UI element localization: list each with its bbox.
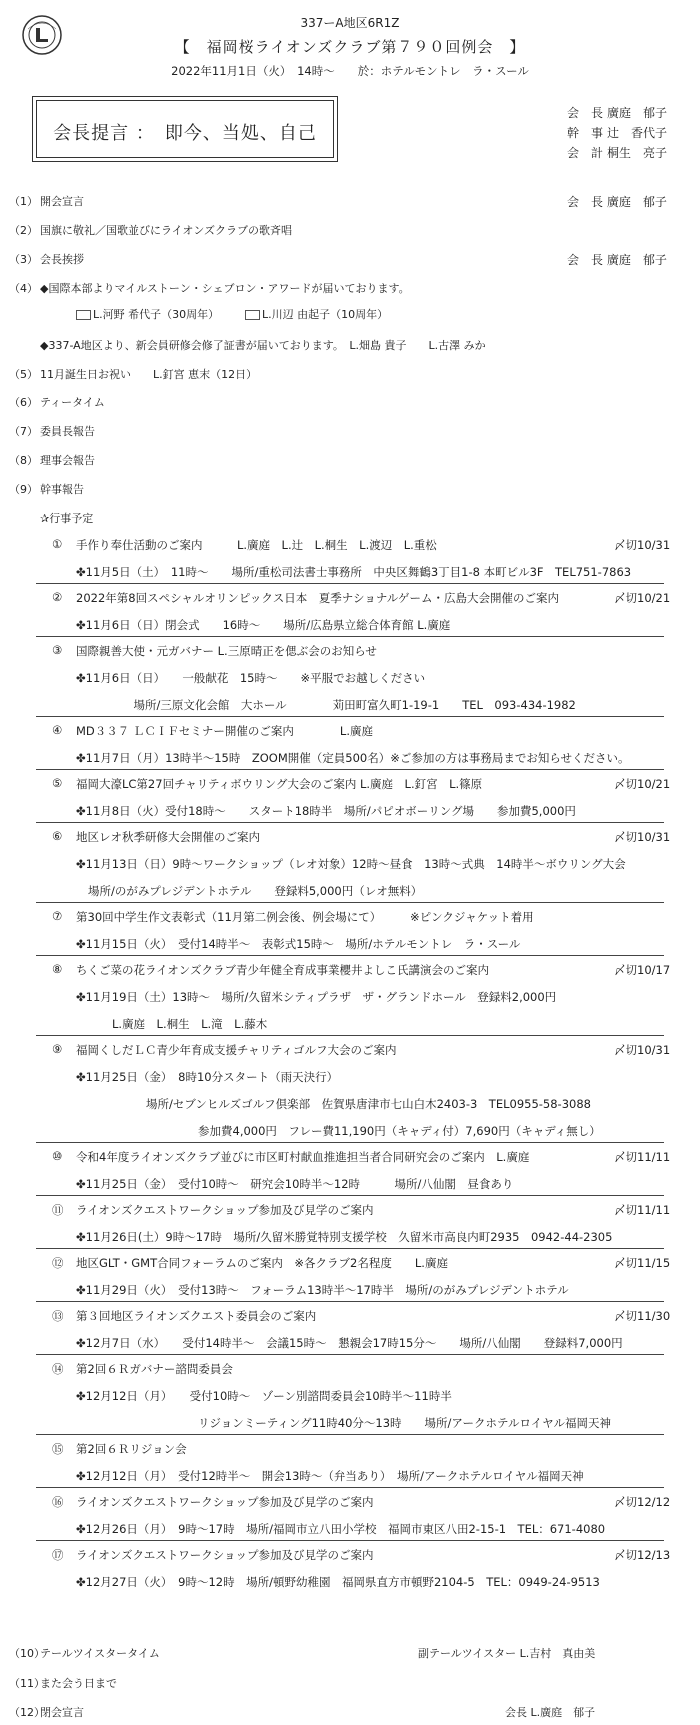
- officer-secretary-name: 辻 香代子: [607, 126, 668, 140]
- event-15-line-1: ✤12月12日（月） 受付12時半～ 開会13時～（弁当あり） 場所/アークホテルロイヤル福岡天神: [76, 1469, 584, 1483]
- event-2-title: 2022年第8回スペシャルオリンピックス日本 夏季ナショナルゲーム・広島大会開催のご案内: [76, 591, 560, 605]
- event-11-line-1: ✤11月26日(土）9時～17時 場所/久留米勝覚特別支援学校 久留米市高良内町2935 0942-44-2305: [76, 1230, 613, 1244]
- event-8-title: ちくご菜の花ライオンズクラブ青少年健全育成事業櫻井よしこ氏講演会のご案内: [76, 963, 489, 977]
- event-2-number: ②: [52, 590, 63, 604]
- divider: [36, 902, 664, 903]
- event-4-line-1: ✤11月7日（月）13時半～15時 ZOOM開催（定員500名）※ご参加の方は事務局までお知らせください。: [76, 751, 630, 765]
- schedule-heading: ✰行事予定: [40, 512, 94, 525]
- event-9-line-2: 場所/セブンヒルズゴルフ倶楽部 佐賀県唐津市七山白木2403-3 TEL0955-58-3088: [146, 1097, 591, 1111]
- officer-treasurer-name: 桐生 亮子: [607, 146, 668, 160]
- event-5-deadline: 〆切10/21: [614, 777, 671, 791]
- item-10-label: テールツイスタータイム: [40, 1647, 160, 1660]
- item-7-num: （7）: [9, 425, 38, 438]
- event-2-line-1: ✤11月6日（日）閉会式 16時～ 場所/広島県立総合体育館 L.廣庭: [76, 618, 451, 632]
- event-10-title: 令和4年度ライオンズクラブ並びに市区町村献血推進担当者合同研究会のご案内 L.廣庭: [76, 1150, 530, 1164]
- divider: [36, 1301, 664, 1302]
- event-3-line-2: 場所/三原文化会館 大ホール 苅田町富久町1-19-1 TEL 093-434-1982: [76, 698, 576, 712]
- item-11-label: また会う日まで: [40, 1677, 117, 1690]
- page-title: 【 福岡桜ライオンズクラブ第７９０回例会 】: [174, 38, 526, 56]
- meeting-date-venue: 2022年11月1日（火） 14時～ 於：ホテルモントレ ラ・スール: [171, 64, 529, 78]
- event-7-title: 第30回中学生作文表彰式（11月第二例会後、例会場にて） ※ピンクジャケット着用: [76, 910, 534, 924]
- officer-president-name: 廣庭 郁子: [607, 106, 668, 120]
- event-9-number: ⑨: [52, 1042, 63, 1056]
- item-12-num: （12）: [9, 1706, 45, 1719]
- item-3-label: 会長挨拶: [40, 253, 84, 266]
- certificate-icon: [245, 310, 260, 320]
- divider: [36, 716, 664, 717]
- item-8-label: 理事会報告: [40, 454, 95, 467]
- event-3-title: 国際親善大使・元ガバナー L.三原晴正を偲ぶ会のお知らせ: [76, 644, 377, 658]
- event-15-number: ⑮: [52, 1442, 64, 1456]
- item-4-line-2: ◆337-A地区より、新会員研修会修了証書が届いております。 L.畑島 貴子 L.古澤 みか: [40, 339, 486, 352]
- event-6-deadline: 〆切10/31: [614, 830, 671, 844]
- event-9-line-1: ✤11月25日（金） 8時10分スタート（雨天決行）: [76, 1070, 339, 1084]
- divider: [36, 583, 664, 584]
- event-16-line-1: ✤12月26日（月） 9時～17時 場所/福岡市立八田小学校 福岡市東区八田2-15-1 TEL：671-4080: [76, 1522, 606, 1536]
- item-10-right: 副テールツイスター L.吉村 真由美: [418, 1647, 596, 1660]
- event-6-line-1: ✤11月13日（日）9時～ワークショップ（レオ対象）12時～昼食 13時～式典 14時半～ボウリング大会: [76, 857, 626, 871]
- divider: [36, 1248, 664, 1249]
- event-4-title: MD３３７ ＬＣＩＦセミナー開催のご案内 L.廣庭: [76, 724, 373, 738]
- event-17-number: ⑰: [52, 1548, 64, 1562]
- event-1-line-1: ✤11月5日（土） 11時～ 場所/重松司法書士事務所 中央区舞鶴3丁目1-8 本町ビル3F TEL751-7863: [76, 565, 632, 579]
- officer-treasurer-role: 会 計: [567, 146, 604, 160]
- certificate-icon: [76, 310, 91, 320]
- event-14-number: ⑭: [52, 1362, 64, 1376]
- event-8-line-2: L.廣庭 L.桐生 L.滝 L.藤木: [112, 1017, 268, 1031]
- item-2-num: （2）: [9, 224, 38, 237]
- event-9-title: 福岡くしだＬＣ青少年育成支援チャリティゴルフ大会のご案内: [76, 1043, 397, 1057]
- item-1-num: （1）: [9, 195, 38, 208]
- event-11-number: ⑪: [52, 1203, 64, 1217]
- item-9-label: 幹事報告: [40, 483, 84, 496]
- officer-secretary-role: 幹 事: [567, 126, 604, 140]
- event-12-deadline: 〆切11/15: [614, 1256, 671, 1270]
- item-3-num: （3）: [9, 253, 38, 266]
- event-5-title: 福岡大濠LC第27回チャリティボウリング大会のご案内 L.廣庭 L.釘宮 L.篠原: [76, 777, 483, 791]
- event-6-line-2: 場所/のがみプレジデントホテル 登録料5,000円（レオ無料）: [88, 884, 423, 898]
- event-8-line-1: ✤11月19日（土）13時～ 場所/久留米シティプラザ ザ・グランドホール 登録料2,000円: [76, 990, 557, 1004]
- event-12-line-1: ✤11月29日（火） 受付13時～ フォーラム13時半～17時半 場所/のがみプレジデントホテル: [76, 1283, 569, 1297]
- event-11-deadline: 〆切11/11: [614, 1203, 671, 1217]
- district-label: 337ーA地区6R1Z: [300, 16, 400, 30]
- event-10-deadline: 〆切11/11: [614, 1150, 671, 1164]
- item-4-label: ◆国際本部よりマイルストーン・シェブロン・アワードが届いております。: [40, 282, 410, 295]
- event-6-title: 地区レオ秋季研修大会開催のご案内: [76, 830, 260, 844]
- event-16-title: ライオンズクエストワークショップ参加及び見学のご案内: [76, 1495, 374, 1509]
- event-1-deadline: 〆切10/31: [614, 538, 671, 552]
- item-12-right: 会長 L.廣庭 郁子: [505, 1706, 596, 1719]
- item-4-award-2: L.川辺 由起子（10周年）: [245, 306, 388, 322]
- event-9-deadline: 〆切10/31: [614, 1043, 671, 1057]
- item-11-num: （11）: [9, 1677, 45, 1690]
- event-13-deadline: 〆切11/30: [614, 1309, 671, 1323]
- item-9-num: （9）: [9, 483, 38, 496]
- event-3-number: ③: [52, 643, 63, 657]
- event-14-line-1: ✤12月12日（月） 受付10時～ ゾーン別諮問委員会10時半～11時半: [76, 1389, 452, 1403]
- event-1-number: ①: [52, 537, 63, 551]
- item-2-label: 国旗に敬礼／国歌並びにライオンズクラブの歌斉唱: [40, 224, 293, 237]
- item-1-label: 開会宣言: [40, 195, 84, 208]
- event-13-line-1: ✤12月7日（水） 受付14時半～ 会議15時～ 懇親会17時15分～ 場所/八仙閣 登録料7,000円: [76, 1336, 623, 1350]
- item-4-num: （4）: [9, 282, 38, 295]
- event-14-line-2: リジョンミーティング11時40分～13時 場所/アークホテルロイヤル福岡天神: [198, 1416, 612, 1430]
- event-8-deadline: 〆切10/17: [614, 963, 671, 977]
- item-4-award-1: L.河野 希代子（30周年）: [76, 306, 219, 322]
- event-1-title: 手作り奉仕活動のご案内 L.廣庭 L.辻 L.桐生 L.渡辺 L.重松: [76, 538, 437, 552]
- event-12-number: ⑫: [52, 1256, 64, 1270]
- divider: [36, 822, 664, 823]
- event-14-title: 第2回６Ｒガバナー諮問委員会: [76, 1362, 233, 1376]
- divider: [36, 1434, 664, 1435]
- event-13-title: 第３回地区ライオンズクエスト委員会のご案内: [76, 1309, 317, 1323]
- divider: [36, 1540, 664, 1541]
- event-10-number: ⑩: [52, 1149, 63, 1163]
- divider: [36, 1354, 664, 1355]
- divider: [36, 955, 664, 956]
- divider: [36, 1487, 664, 1488]
- officer-president-role: 会 長: [567, 106, 604, 120]
- event-17-line-1: ✤12月27日（火） 9時～12時 場所/頓野幼稚園 福岡県直方市頓野2104-5 TEL：0949-24-9513: [76, 1575, 600, 1589]
- event-11-title: ライオンズクエストワークショップ参加及び見学のご案内: [76, 1203, 374, 1217]
- event-16-number: ⑯: [52, 1495, 64, 1509]
- item-12-label: 閉会宣言: [40, 1706, 84, 1719]
- event-4-number: ④: [52, 723, 63, 737]
- event-7-line-1: ✤11月15日（火） 受付14時半～ 表彰式15時～ 場所/ホテルモントレ ラ・スール: [76, 937, 521, 951]
- item-8-num: （8）: [9, 454, 38, 467]
- item-5-label: 11月誕生日お祝い L.釘宮 恵末（12日）: [40, 368, 258, 381]
- event-2-deadline: 〆切10/21: [614, 591, 671, 605]
- president-motto-box: [36, 100, 334, 158]
- event-10-line-1: ✤11月25日（金） 受付10時～ 研究会10時半～12時 場所/八仙閣 昼食あり: [76, 1177, 514, 1191]
- item-3-right: 会 長 廣庭 郁子: [567, 253, 667, 267]
- event-6-number: ⑥: [52, 829, 63, 843]
- event-15-title: 第2回６Ｒリジョン会: [76, 1442, 187, 1456]
- divider: [36, 1195, 664, 1196]
- divider: [36, 1035, 664, 1036]
- president-motto: 会長提言 ： 即今、当処、自己: [53, 123, 317, 144]
- item-5-num: （5）: [9, 368, 38, 381]
- item-10-num: （10）: [9, 1647, 45, 1660]
- divider: [36, 1142, 664, 1143]
- event-17-title: ライオンズクエストワークショップ参加及び見学のご案内: [76, 1548, 374, 1562]
- event-17-deadline: 〆切12/13: [614, 1548, 671, 1562]
- event-16-deadline: 〆切12/12: [614, 1495, 671, 1509]
- event-12-title: 地区GLT・GMT合同フォーラムのご案内 ※各クラブ2名程度 L.廣庭: [76, 1256, 448, 1270]
- event-5-line-1: ✤11月8日（火）受付18時～ スタート18時半 場所/パピオボーリング場 参加費5,000円: [76, 804, 576, 818]
- item-6-label: ティータイム: [40, 396, 105, 409]
- item-1-right: 会 長 廣庭 郁子: [567, 195, 667, 209]
- divider: [36, 636, 664, 637]
- event-5-number: ⑤: [52, 776, 63, 790]
- item-7-label: 委員長報告: [40, 425, 95, 438]
- event-8-number: ⑧: [52, 962, 63, 976]
- divider: [36, 769, 664, 770]
- event-3-line-1: ✤11月6日（日） 一般献花 15時～ ※平服でお越しください: [76, 671, 426, 685]
- event-9-line-3: 参加費4,000円 フレー費11,190円（キャディ付）7,690円（キャディ無し）: [198, 1124, 601, 1138]
- event-7-number: ⑦: [52, 909, 63, 923]
- item-6-num: （6）: [9, 396, 38, 409]
- event-13-number: ⑬: [52, 1309, 64, 1323]
